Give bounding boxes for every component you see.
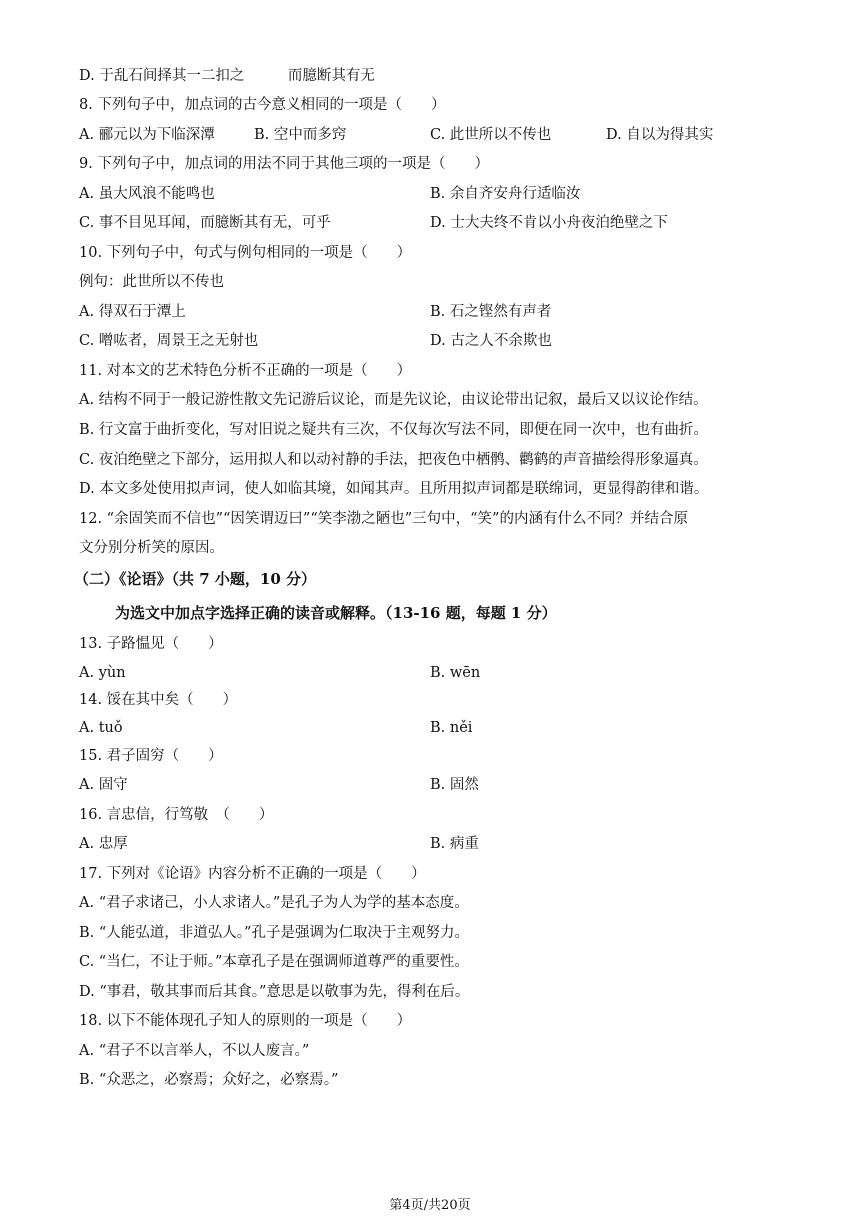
question-18: 18. 以下不能体现孔子知人的原则的一项是（ ） xyxy=(79,1013,412,1029)
q17-option-d: D. “事君，敬其事而后其食。”意思是以敬事为先，得利在后。 xyxy=(79,984,470,1000)
q10-option-b: B. 石之铿然有声者 xyxy=(430,304,552,320)
q13-option-b: B. wēn xyxy=(430,665,481,681)
q17-option-c: C. “当仁，不让于师。”本章孔子是在强调师道尊严的重要性。 xyxy=(79,954,469,970)
q17-option-a: A. “君子求诸己，小人求诸人。”是孔子为人为学的基本态度。 xyxy=(79,895,469,911)
q9-option-d: D. 士大夫终不肯以小舟夜泊绝壁之下 xyxy=(430,215,668,231)
q11-option-b: B. 行文富于曲折变化，写对旧说之疑共有三次，不仅每次写法不同，即便在同一次中，也有曲折。 xyxy=(79,422,708,438)
q14-option-b: B. něi xyxy=(430,720,473,736)
q9-option-c: C. 事不目见耳闻，而臆断其有无，可乎 xyxy=(79,215,331,231)
question-15: 15. 君子固穷（ ） xyxy=(79,748,223,764)
question-12-line2: 文分别分析笑的原因。 xyxy=(79,540,224,556)
q9-option-a: A. 虽大风浪不能鸣也 xyxy=(79,186,215,202)
q14-option-a: A. tuǒ xyxy=(79,720,123,736)
question-11: 11. 对本文的艺术特色分析不正确的一项是（ ） xyxy=(79,363,412,379)
page-number: 第4页/共20页 xyxy=(389,1198,471,1213)
question-14: 14. 馁在其中矣（ ） xyxy=(79,692,238,708)
q10-option-a: A. 得双石于潭上 xyxy=(79,304,186,320)
q8-option-c: C. 此世所以不传也 xyxy=(430,127,552,143)
q8-option-a: A. 郦元以为下临深潭 xyxy=(79,127,215,143)
q17-option-b: B. “人能弘道，非道弘人。”孔子是强调为仁取决于主观努力。 xyxy=(79,925,469,941)
question-12-line1: 12. “余固笑而不信也”“因笑谓迈曰”“笑李渤之陋也”三句中，“笑”的内涵有什么不同？并结合原 xyxy=(79,511,688,527)
q9-option-b: B. 余自齐安舟行适临汝 xyxy=(430,186,581,202)
q16-option-a: A. 忠厚 xyxy=(79,836,128,852)
q18-option-b: B. “众恶之，必察焉；众好之，必察焉。” xyxy=(79,1072,339,1088)
q16-option-b: B. 病重 xyxy=(430,836,479,852)
q10-example: 例句：此世所以不传也 xyxy=(79,274,224,290)
q18-option-a: A. “君子不以言举人，不以人废言。” xyxy=(79,1043,310,1059)
q15-option-b: B. 固然 xyxy=(430,777,479,793)
q11-option-a: A. 结构不同于一般记游性散文先记游后议论，而是先议论，由议论带出记叙，最后又以议论作结。 xyxy=(79,392,708,408)
question-17: 17. 下列对《论语》内容分析不正确的一项是（ ） xyxy=(79,866,426,882)
q8-option-b: B. 空中而多窍 xyxy=(254,127,347,143)
question-13: 13. 子路愠见（ ） xyxy=(79,636,223,652)
q15-option-a: A. 固守 xyxy=(79,777,128,793)
q11-option-c: C. 夜泊绝壁之下部分，运用拟人和以动衬静的手法，把夜色中栖鹘、鹳鹤的声音描绘得形象逼真。 xyxy=(79,452,708,468)
option-d-q7: D. 于乱石间择其一二扣之 而臆断其有无 xyxy=(79,68,375,84)
q8-option-d: D. 自以为得其实 xyxy=(606,127,714,143)
question-8: 8. 下列句子中，加点词的古今意义相同的一项是（ ） xyxy=(79,97,446,113)
question-9: 9. 下列句子中，加点词的用法不同于其他三项的一项是（ ） xyxy=(79,156,489,172)
question-10: 10. 下列句子中，句式与例句相同的一项是（ ） xyxy=(79,245,412,261)
question-16: 16. 言忠信，行笃敬 （ ） xyxy=(79,807,274,823)
q11-option-d: D. 本文多处使用拟声词，使人如临其境，如闻其声。且所用拟声词都是联绵词，更显得韵律和谐。 xyxy=(79,481,709,497)
section-2-heading: （二）《论语》（共 7 小题，10 分） xyxy=(74,570,316,588)
q10-option-d: D. 古之人不余欺也 xyxy=(430,333,552,349)
section-2-instruction: 为选文中加点字选择正确的读音或解释。（13-16 题，每题 1 分） xyxy=(115,604,557,622)
q13-option-a: A. yùn xyxy=(79,665,126,681)
q10-option-c: C. 噌吰者，周景王之无射也 xyxy=(79,333,259,349)
